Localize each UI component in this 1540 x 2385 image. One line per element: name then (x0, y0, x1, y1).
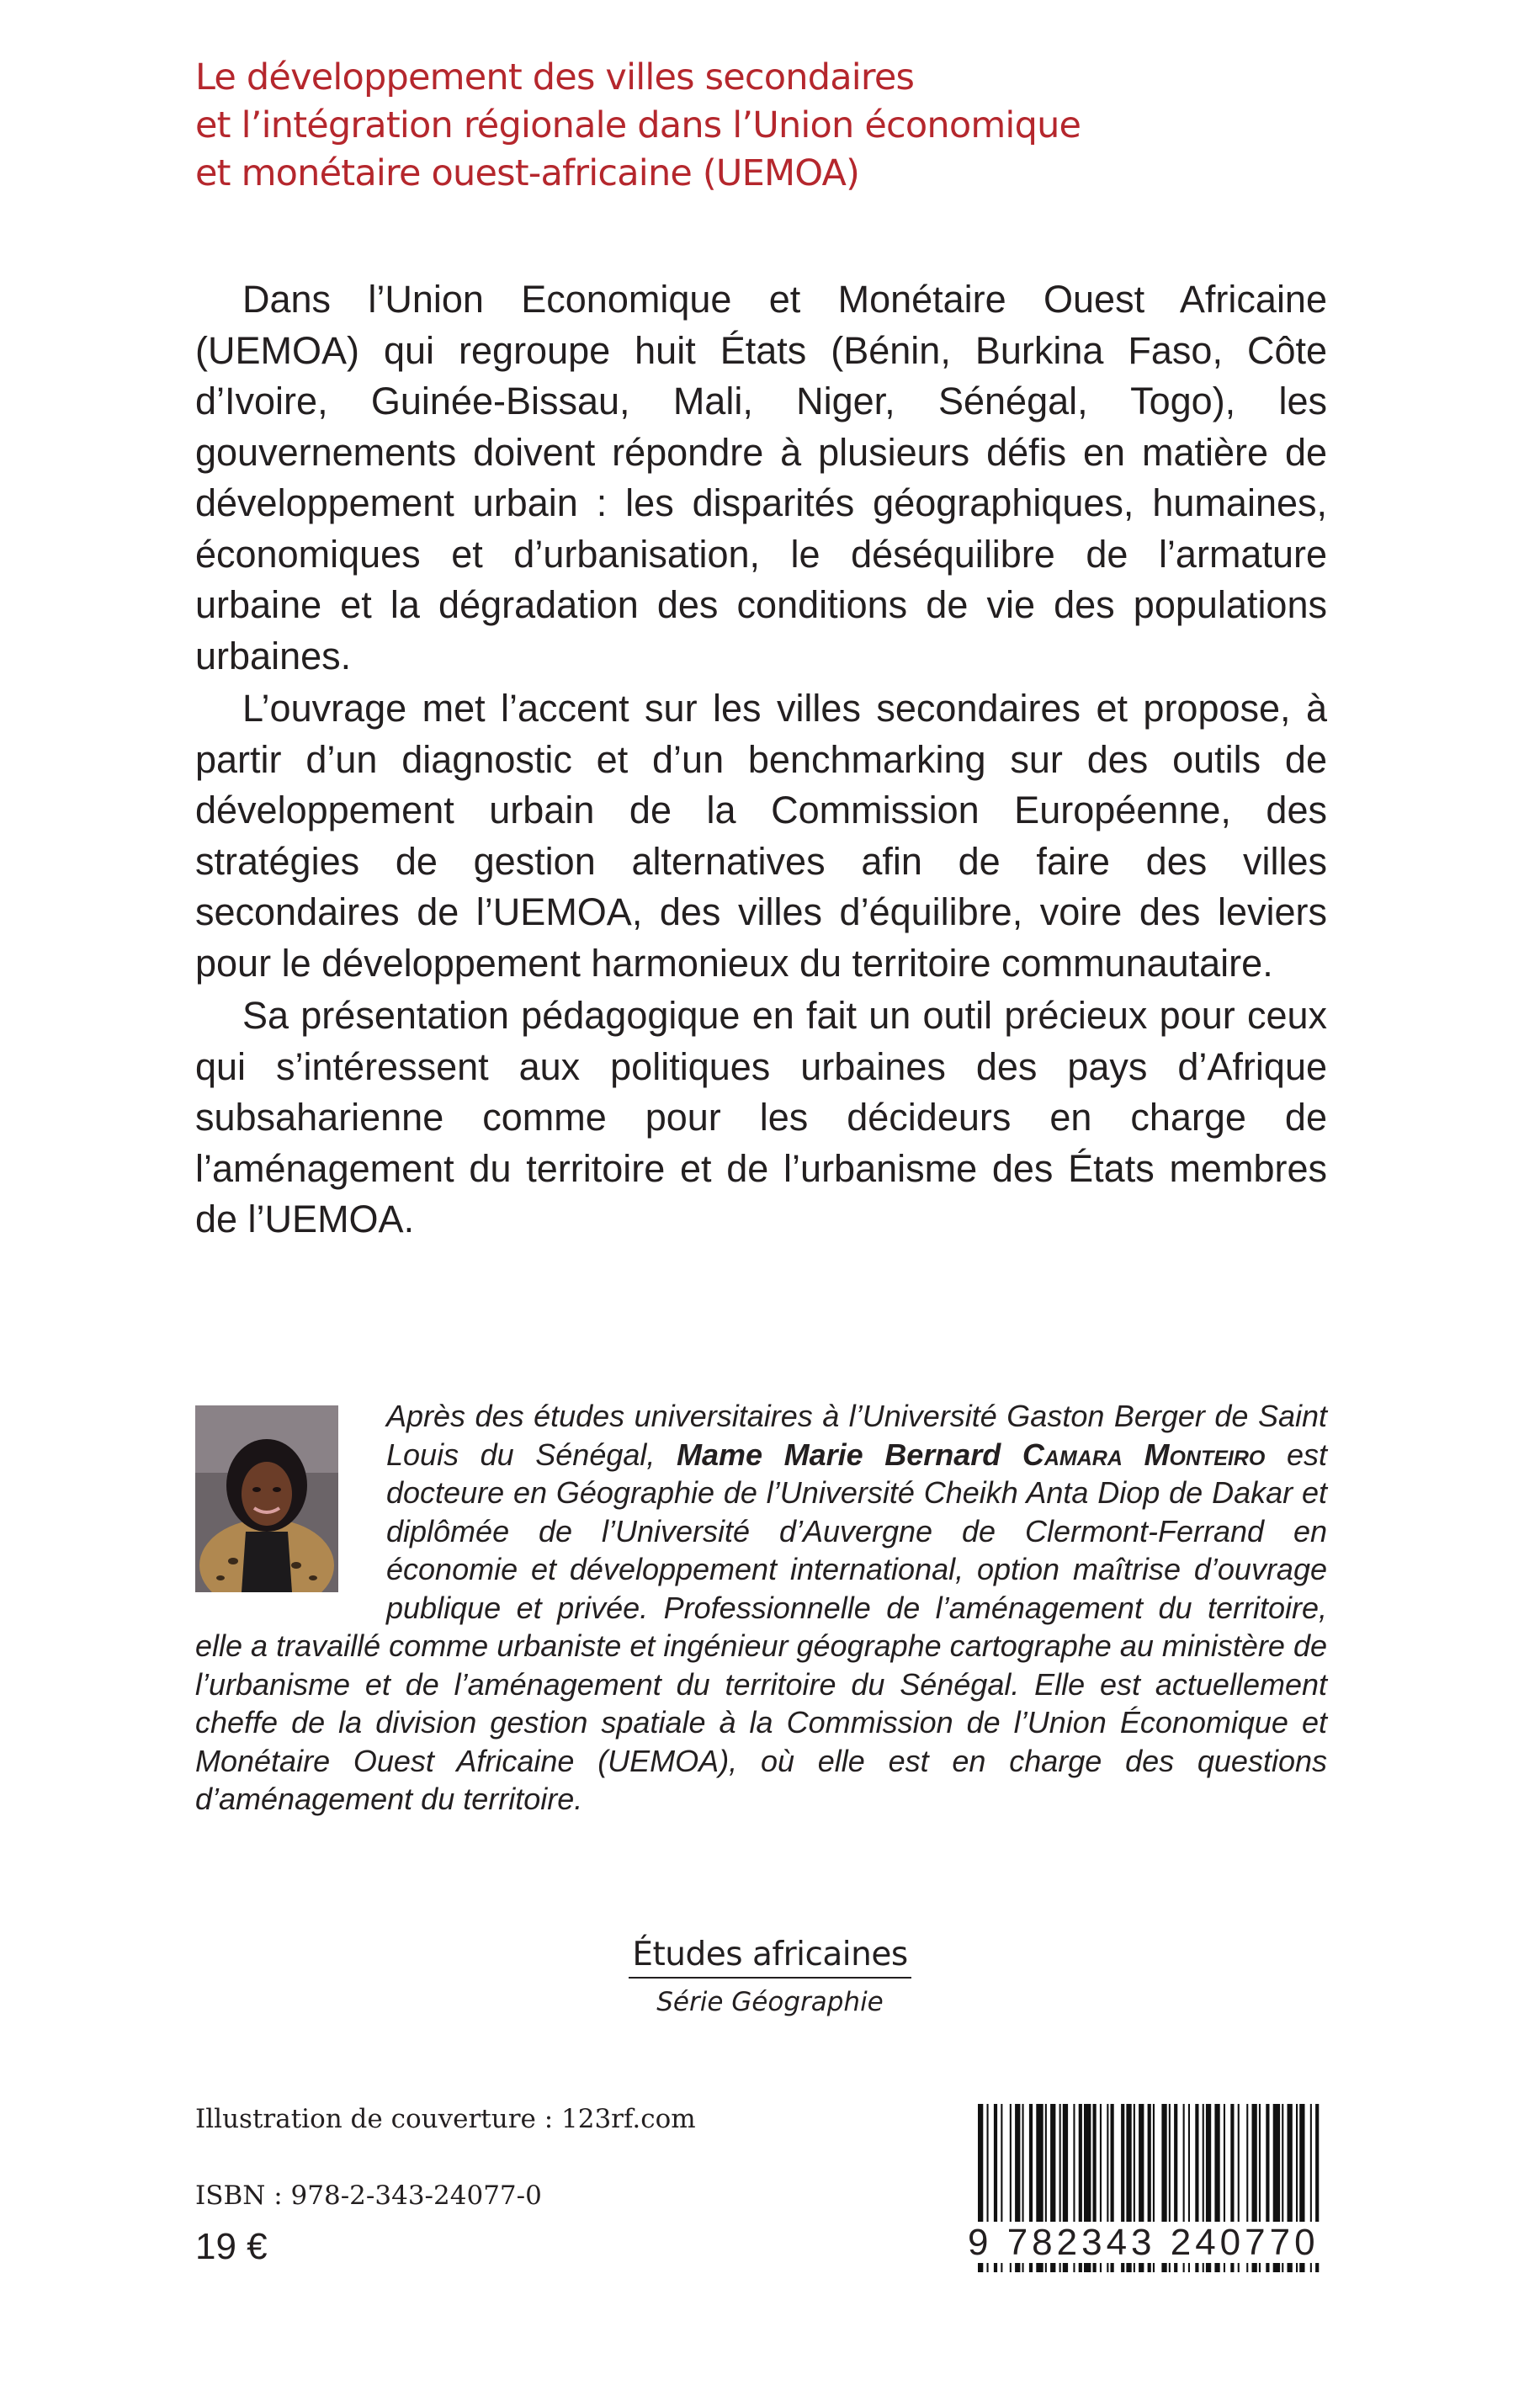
series-block (0, 1936, 1540, 2017)
book-title (195, 54, 1373, 198)
barcode-number: 9 782343 240770 (968, 2222, 1320, 2263)
price: 19 € (195, 2226, 268, 2267)
author-given-names: Mame Marie Bernard (676, 1437, 1022, 1472)
author-name (677, 1437, 1265, 1472)
book-summary (195, 274, 1327, 1247)
author-surname-2: Monteiro (1144, 1437, 1266, 1472)
series-name: Études africaines (629, 1936, 911, 1979)
barcode-digits (966, 2222, 1330, 2272)
subseries-name: Série Géographie (656, 1987, 884, 2017)
title-line-1: Le développement des villes secondaires (195, 56, 915, 98)
isbn: ISBN : 978-2-343-24077-0 (195, 2180, 542, 2211)
cover-credit: Illustration de couverture : 123rf.com (195, 2104, 696, 2134)
summary-paragraph-3: Sa présentation pédagogique en fait un outil précieux pour ceux qui s’intéressent aux politiques urbaines des pays d’Afrique subsaharienne comme pour les décideurs en charge de l’aménagement du territoire et de l’urbanisme des États membres de l’UEMOA. (195, 994, 1327, 1240)
bio-text-before: Après des études universitaires à l’Université Gaston Berger de Saint Louis du Sénégal, (386, 1399, 1327, 1472)
author-biography (195, 1397, 1327, 1819)
author-surname-1: Camara (1022, 1437, 1123, 1472)
bio-text-after: est docteure en Géographie de l’Université Cheikh Anta Diop de Dakar et diplômée de l’Université d’Auvergne de Clermont-Ferrand en économie et développement international, option maîtrise d’ouvrage publique et privée. Professionnelle de l’aménagement du territoire, elle a travaillé comme urbaniste et ingénieur géographe cartographe au ministère de l’urbanisme et de l’aménagement du territoire du Sénégal. Elle est actuellement cheffe de la division gestion spatiale à la Commission de l’Union Économique et Monétaire Ouest Africaine (UEMOA), où elle est en charge des questions d’aménagement du territoire. (195, 1437, 1327, 1816)
summary-paragraph-1: Dans l’Union Economique et Monétaire Ouest Africaine (UEMOA) qui regroupe huit États (Bénin, Burkina Faso, Côte d’Ivoire, Guinée-Bissau, Mali, Niger, Sénégal, Togo), les gouvernements doivent répondre à plusieurs défis en matière de développement urbain : les disparités géographiques, humaines, économiques et d’urbanisation, le déséquilibre de l’armature urbaine et la dégradation des conditions de vie des populations urbaines. (195, 278, 1327, 677)
title-line-2: et l’intégration régionale dans l’Union économique (195, 104, 1081, 146)
photo-wrap-spacer (195, 1397, 386, 1594)
title-line-3: et monétaire ouest-africaine (UEMOA) (195, 152, 860, 194)
summary-paragraph-2: L’ouvrage met l’accent sur les villes secondaires et propose, à partir d’un diagnostic et d’un benchmarking sur des outils de développement urbain de la Commission Européenne, des stratégies de gestion alternatives afin de faire des villes secondaires de l’UEMOA, des villes d’équilibre, voire des leviers pour le développement harmonieux du territoire communautaire. (195, 687, 1327, 985)
